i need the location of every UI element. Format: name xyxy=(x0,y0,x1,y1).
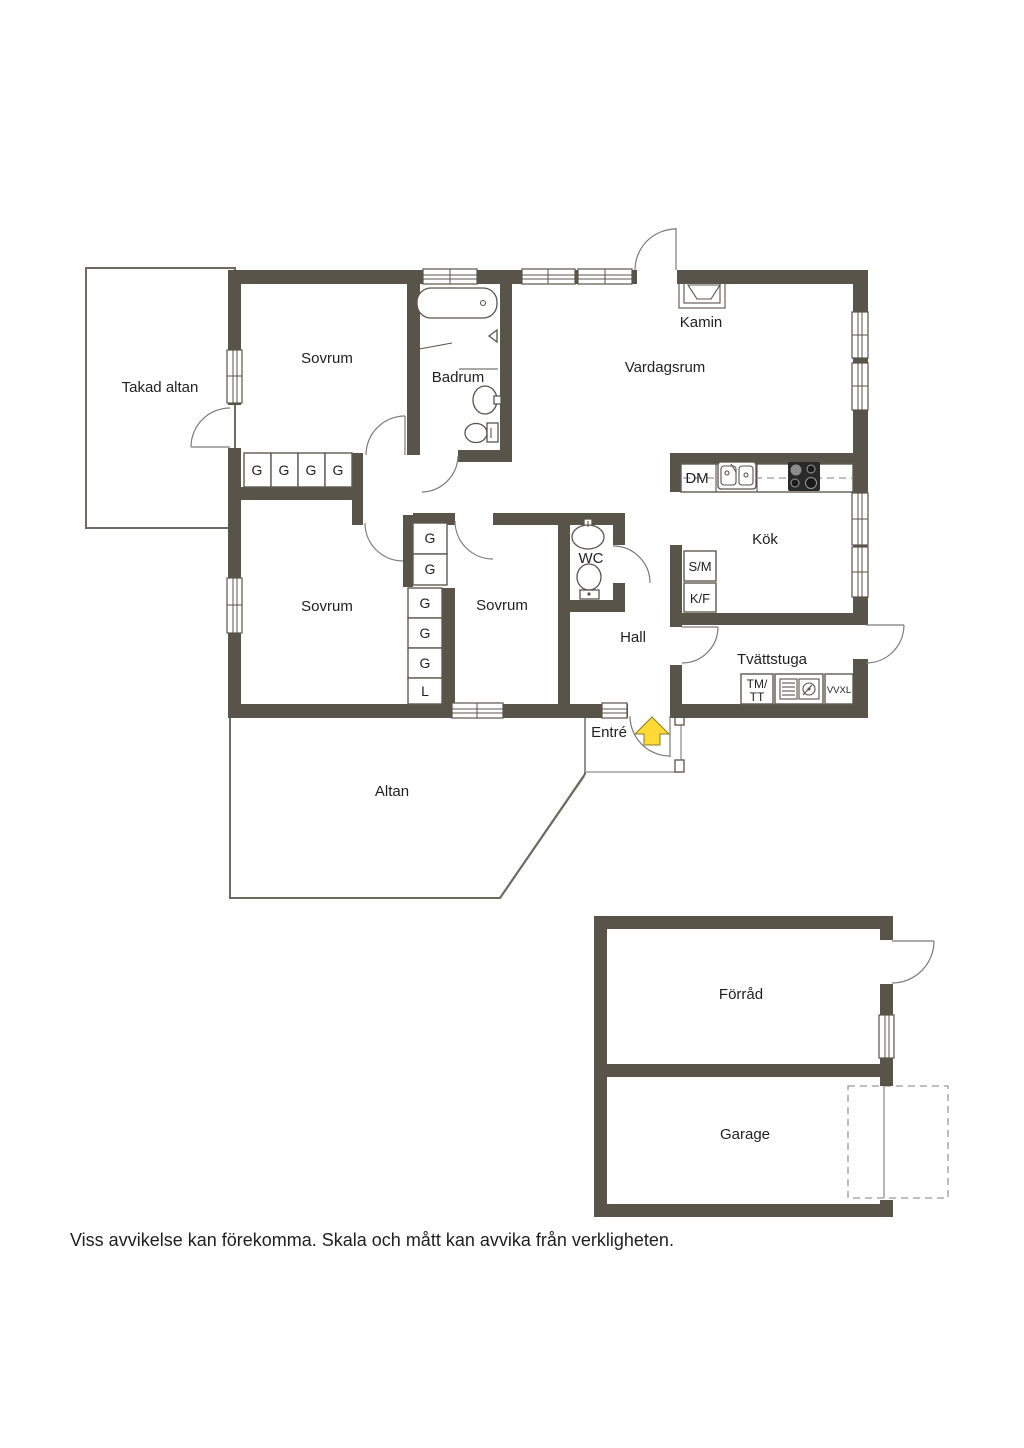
window xyxy=(879,1015,894,1058)
closet-label: G xyxy=(419,595,431,611)
door-swing xyxy=(892,941,934,983)
shower-icon xyxy=(414,330,498,369)
closet-label: G xyxy=(424,561,436,577)
closet-label: G xyxy=(332,462,344,478)
room-label-takad-altan: Takad altan xyxy=(121,379,199,396)
porch-post-icon xyxy=(675,760,684,772)
closet-label: G xyxy=(305,462,317,478)
entry-porch xyxy=(585,713,684,772)
room-label-forrad: Förråd xyxy=(718,986,764,1003)
window xyxy=(522,269,575,284)
toilet-icon xyxy=(465,423,498,443)
room-label-vardagsrum: Vardagsrum xyxy=(624,359,706,376)
fixture-label-vvxl: VVXL xyxy=(826,685,852,696)
window xyxy=(852,312,868,358)
fixture-label-dm: DM xyxy=(685,470,709,487)
kitchen-sink-icon xyxy=(718,462,756,489)
door-swing xyxy=(366,416,405,455)
garage-door-dashed-area xyxy=(848,1086,948,1198)
room-label-entre: Entré xyxy=(591,724,627,741)
window xyxy=(852,493,868,545)
covered-patio-outline xyxy=(86,268,235,528)
window xyxy=(227,578,242,633)
room-label-sovrum-mid: Sovrum xyxy=(476,597,528,614)
room-label-badrum: Badrum xyxy=(431,369,485,386)
entrance-arrow-icon xyxy=(635,717,669,745)
door-swing xyxy=(422,456,458,492)
door-swing xyxy=(613,546,650,583)
stove-icon xyxy=(788,462,820,491)
door-swing xyxy=(866,625,904,663)
bathroom-sink-icon xyxy=(473,386,501,414)
fixture-label-tm: TM/ xyxy=(746,677,768,691)
room-label-tvattstuga: Tvättstuga xyxy=(736,651,808,668)
toilet-icon xyxy=(577,564,601,599)
disclaimer-text: Viss avvikelse kan förekomma. Skala och mått kan avvika från verkligheten. xyxy=(70,1230,674,1250)
closet-label: G xyxy=(278,462,290,478)
fireplace-icon xyxy=(679,277,725,308)
closet-label: G xyxy=(251,462,263,478)
closet-label: G xyxy=(419,625,431,641)
fixture-label-kf: K/F xyxy=(689,591,711,606)
outdoor-areas xyxy=(86,268,948,1198)
closet-label: G xyxy=(419,655,431,671)
room-label-sovrum-left: Sovrum xyxy=(301,598,353,615)
door-swing xyxy=(635,228,676,270)
room-label-garage: Garage xyxy=(719,1126,771,1143)
window xyxy=(852,547,868,597)
room-label-altan: Altan xyxy=(374,783,410,800)
fixture-label-sm: S/M xyxy=(688,559,712,574)
door-swing xyxy=(365,523,403,561)
bathtub-icon xyxy=(417,288,497,318)
door-swing xyxy=(191,408,230,447)
door-swing xyxy=(682,627,718,663)
room-label-hall: Hall xyxy=(620,629,646,646)
closet-label: L xyxy=(421,683,429,699)
door-swing xyxy=(455,521,493,559)
window xyxy=(452,703,503,718)
window xyxy=(227,350,242,403)
closet-label: G xyxy=(424,530,436,546)
window xyxy=(578,269,632,284)
fixture-label-tt: TT xyxy=(749,690,765,704)
room-label-wc: WC xyxy=(578,550,604,567)
fixture-label-kamin: Kamin xyxy=(679,314,723,331)
room-label-sovrum-top: Sovrum xyxy=(301,350,353,367)
patio-diagonal-line xyxy=(500,776,584,898)
window xyxy=(423,269,477,284)
window xyxy=(852,363,868,410)
window xyxy=(602,703,627,718)
room-label-kok: Kök xyxy=(752,531,778,548)
patio-outline xyxy=(230,717,585,898)
